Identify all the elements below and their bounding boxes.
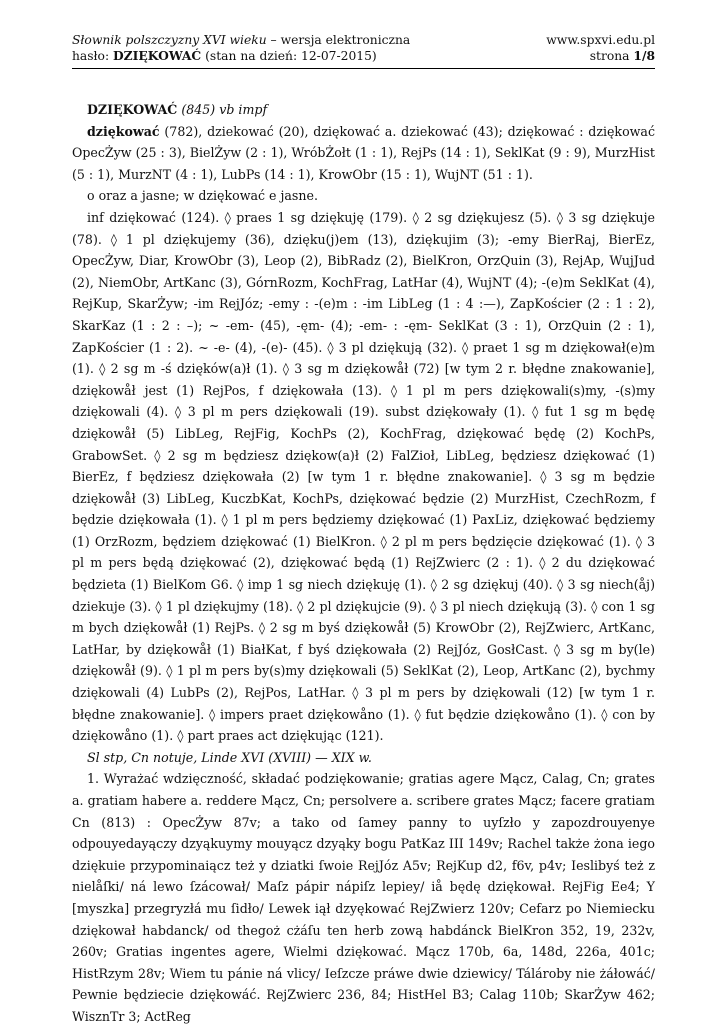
page-number: strona 1/8 (589, 48, 655, 63)
sources-paragraph: Sl stp, Cn notuje, Linde XVI (XVIII) — XIX w. (87, 749, 372, 765)
entry-body (72, 99, 655, 1028)
page-header (72, 32, 655, 69)
headword-line: DZIĘKOWAĆ (845) vb impf (87, 102, 268, 117)
entry-label: hasło: DZIĘKOWAĆ (stan na dzień: 12-07-2015) (72, 48, 377, 63)
spelling-paragraph: dziękować (782), dziekować (20), dziękować a. dziekować (43); dziękować : dziękować OpecŻyw (25 : 3), BielŻyw (2 : 1), WróbŻołt (1 : 1), RejPs (14 : 1), SeklKat (9 : 9), MurzHist (5 : 1), MurzNT (4 : 1), LubPs (14 : 1), KrowObr (15 : 1), WujNT (51 : 1). (72, 123, 655, 182)
dictionary-title: Słownik polszczyzny XVI wieku – wersja elektroniczna (72, 33, 411, 47)
header-divider (72, 68, 655, 69)
site-url[interactable]: www.spxvi.edu.pl (546, 33, 655, 47)
vowel-paragraph: o oraz a jasne; w dziękować e jasne. (87, 188, 318, 204)
inflection-paragraph: inf dziękować (124). ◊ praes 1 sg dziękuję (179). ◊ 2 sg dziękujesz (5). ◊ 3 sg dziękuje (78). ◊ 1 pl dziękujemy (36), dzięku(j)em (13), dziękujim (3); -emy BierRaj, BierEz, OpecŻyw, Diar, KrowObr (3), Leop (2), BibRadz (2), BielKron, OrzQuin (3), RejAp, WujJud (2), NiemObr, ArtKanc (3), GórnRozm, KochFrag, LatHar (4), WujNT (4); -(e)m SeklKat (4), RejKup, SkarŻyw; -im RejJóz; -emy : -(e)m : -im LibLeg (1 : 4 :—), ZapKościer (2 : 1 : 2), SkarKaz (1 : 2 : –); ~ -em- (45), -ęm- (4); -em- : -ęm- SeklKat (3 : 1), OrzQuin (2 : 1), ZapKościer (1 : 2). ~ -e- (4), -(e)- (45). ◊ 3 pl dziękują (32). ◊ praet 1 sg m dziękował(e)m (1). ◊ 2 sg m -ś dzięków(a)ł (1). ◊ 3 sg m dziękowåł (72) [w tym 2 r. błędne znakowanie], dziękowåł jest (1) RejPos, f dziękowała (13). ◊ 1 pl m pers dziękowali(s)my, -(s)my dziękowali (4). ◊ 3 pl m pers dziękowali (19). subst dziękowały (1). ◊ fut 1 sg m będę dziękowåł (5) LibLeg, RejFig, KochPs (2), KochFrag, dziękować będę (2) KochPs, GrabowSet. ◊ 2 sg m będziesz dziękow(a)ł (2) FalZioł, LibLeg, będziesz dziękować (1) BierEz, f będziesz dziękowała (2) [w tym 1 r. błędne znakowanie]. ◊ 3 sg m będzie dziękowåł (3) LibLeg, KuczbKat, KochPs, dziękować będzie (2) MurzHist, CzechRozm, f będzie dziękowała (1). ◊ 1 pl m pers będziemy dziękować (1) PaxLiz, dziękować będziemy (1) OrzRozm, będziem dziękować (1) BielKron. ◊ 2 pl m pers będzięcie dziękować (1). ◊ 3 pl m pers będą dziękować (2), dziękować będą (1) RejZwierc (2 : 1). ◊ 2 du dziękować będzieta (1) BielKom G6. ◊ imp 1 sg niech dziękuję (1). ◊ 2 sg dziękuj (40). ◊ 3 sg niech(åj) dziekuje (3). ◊ 1 pl dziękujmy (18). ◊ 2 pl dziękujcie (9). ◊ 3 pl niech dziękują (3). ◊ con 1 sg m bych dziękowåł (1) RejPs. ◊ 2 sg m byś dziękowåł (5) KrowObr (2), RejZwierc, ArtKanc, LatHar, by dziękowåł (1) BiałKat, f byś dziękowała (2) RejJóz, GosłCast. ◊ 3 sg m by(le) dziękowåł (9). ◊ 1 pl m pers by(s)my dziękowali (5) SeklKat (2), Leop, ArtKanc (2), bychmy dziękowali (4) LubPs (2), RejPos, LatHar. ◊ 3 pl m pers by dziękowali (12) [w tym 1 r. błędne znakowanie]. ◊ impers praet dziękowåno (1). ◊ fut będzie dziękowåno (1). ◊ con by dziękowåno (1). ◊ part praes act dziękując (121). (72, 209, 655, 744)
sense-1-paragraph: 1. Wyrażać wdzięczność, składać podziękowanie; gratias agere Mącz, Calag, Cn; grates a. gratiam habere a. reddere Mącz, Cn; persolvere a. scribere grates Mącz; facere gratiam Cn (813) : OpecŻyw 87v; a tako od ſamey panny to uyſzło y zapozdrouyenye odpouyedayączy dzyąkuymy mouyącz dzyąky bogu PatKaz III 149v; Rachel także żona iego dziękuie przypominaiącz też y dziatki ſwoie RejJóz A5v; RejKup d2, f6v, p4v; Ieslibyś też z nielåſki/ ná lewo ſzácował/ Maſz pápir nápiſz lepiey/ iå będę dziękował. RejFig Ee4; Y [myszka] przegryzłá mu ſidło/ Lewek iął dzyękować RejZwierz 120v; Cefarz po Niemiecku dziękował habdanck/ od thegoż cżáſu ten herb zową habdánck BielKron 352, 19, 232v, 260v; Gratias ingentes agere, Wielmi dziękować. Mącz 170b, 6a, 148d, 226a, 401c; HistRzym 28v; Wiem tu pánie ná vlicy/ Ieſzcze práwe dwie dziewicy/ Tálároby nie żáłowáć/ Pewnie będziecie dziękowáć. RejZwierc 236, 84; HistHel B3; Calag 110b; SkarŻyw 462; WisznTr 3; ActReg (72, 771, 655, 1024)
